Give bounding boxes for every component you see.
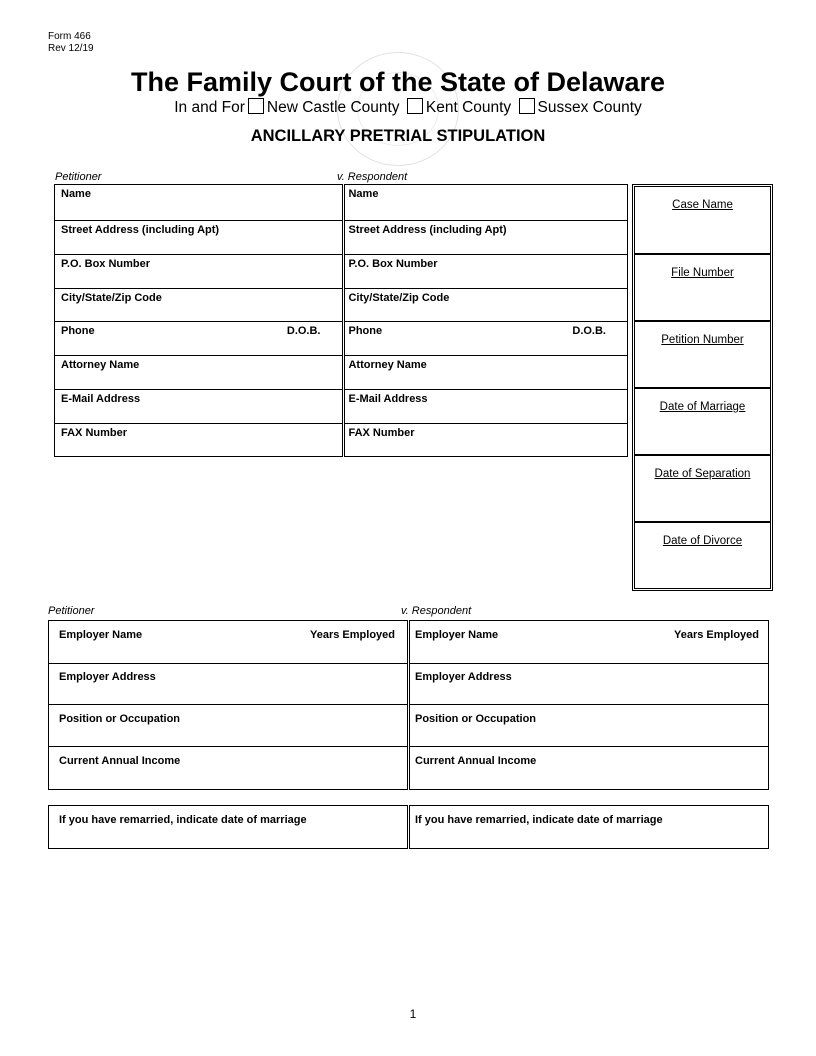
petitioner-position-label: Position or Occupation: [59, 713, 181, 725]
petition-number-field[interactable]: [634, 321, 771, 388]
petitioner-employer-name-field[interactable]: [49, 621, 407, 664]
county-selector: [0, 98, 816, 118]
petitioner-email-field[interactable]: [55, 390, 343, 424]
file-number-label: File Number: [671, 267, 734, 279]
file-number-field[interactable]: [634, 254, 771, 321]
respondent-years-employed-label: Years Employed: [674, 629, 759, 641]
form-number: Form 466: [48, 31, 91, 42]
date-of-divorce-label: Date of Divorce: [662, 535, 743, 547]
petitioner-position-field[interactable]: [49, 705, 407, 747]
respondent-po-box-label: P.O. Box Number: [348, 258, 438, 270]
petitioner-fax-field[interactable]: [55, 424, 343, 457]
petitioner-dob-label: D.O.B.: [286, 325, 321, 337]
petitioner-label: Petitioner: [55, 171, 102, 183]
date-of-divorce-field[interactable]: [634, 522, 771, 589]
petitioner-employment-box: [48, 620, 408, 790]
kent-checkbox[interactable]: [407, 98, 423, 114]
city-row: [55, 289, 628, 322]
date-of-separation-field[interactable]: [634, 455, 771, 522]
case-name-field[interactable]: [634, 186, 771, 254]
petitioner-employer-address-label: Employer Address: [59, 671, 156, 683]
date-of-marriage-label: Date of Marriage: [659, 401, 746, 413]
respondent-fax-field[interactable]: [345, 424, 628, 457]
respondent-email-label: E-Mail Address: [348, 393, 428, 405]
respondent-attorney-field[interactable]: [345, 356, 628, 390]
petitioner-income-label: Current Annual Income: [59, 755, 181, 767]
fax-row: [55, 424, 628, 457]
respondent-phone-field[interactable]: [345, 322, 628, 356]
court-title: The Family Court of the State of Delaware: [130, 67, 666, 97]
date-of-marriage-field[interactable]: [634, 388, 771, 455]
petitioner-street-field[interactable]: [55, 221, 343, 255]
respondent-remarriage-label: If you have remarried, indicate date of marriage: [415, 814, 663, 826]
respondent-po-box-field[interactable]: [345, 255, 628, 289]
new-castle-checkbox[interactable]: [248, 98, 264, 114]
petitioner-fax-label: FAX Number: [61, 427, 128, 439]
po-box-row: [55, 255, 628, 289]
petitioner-attorney-label: Attorney Name: [61, 359, 140, 371]
kent-label: Kent County: [425, 99, 512, 116]
respondent-city-field[interactable]: [345, 289, 628, 322]
respondent-attorney-label: Attorney Name: [348, 359, 427, 371]
date-of-separation-label: Date of Separation: [654, 468, 751, 480]
petitioner-phone-field[interactable]: [55, 322, 343, 356]
employment-respondent-label: v. Respondent: [401, 605, 472, 617]
petitioner-employer-address-field[interactable]: [49, 663, 407, 705]
petitioner-income-field[interactable]: [49, 747, 407, 789]
respondent-employer-name-label: Employer Name: [415, 629, 499, 641]
petitioner-name-field[interactable]: [55, 185, 343, 221]
case-info-panel: [632, 184, 773, 591]
in-and-for-label: In and For: [174, 99, 245, 116]
respondent-income-label: Current Annual Income: [415, 755, 537, 767]
respondent-income-field[interactable]: [410, 747, 768, 789]
respondent-employment-box: [409, 620, 769, 790]
party-info-table: [54, 184, 628, 457]
petitioner-po-box-field[interactable]: [55, 255, 343, 289]
petitioner-remarriage-field[interactable]: [48, 805, 408, 849]
petitioner-attorney-field[interactable]: [55, 356, 343, 390]
new-castle-label: New Castle County: [266, 99, 400, 116]
respondent-employer-address-field[interactable]: [410, 663, 768, 705]
respondent-street-field[interactable]: [345, 221, 628, 255]
employment-petitioner-label: Petitioner: [48, 605, 95, 617]
street-row: [55, 221, 628, 255]
sussex-checkbox[interactable]: [519, 98, 535, 114]
respondent-fax-label: FAX Number: [348, 427, 415, 439]
petitioner-po-box-label: P.O. Box Number: [61, 258, 151, 270]
petition-number-label: Petition Number: [661, 334, 744, 346]
respondent-name-label: Name: [348, 188, 379, 200]
respondent-name-field[interactable]: [345, 185, 628, 221]
respondent-position-label: Position or Occupation: [415, 713, 537, 725]
case-name-label: Case Name: [672, 199, 733, 211]
respondent-email-field[interactable]: [345, 390, 628, 424]
petitioner-phone-label: Phone: [61, 325, 95, 337]
respondent-label: v. Respondent: [337, 171, 408, 183]
respondent-position-field[interactable]: [410, 705, 768, 747]
petitioner-city-label: City/State/Zip Code: [61, 292, 162, 304]
petitioner-years-employed-label: Years Employed: [310, 629, 395, 641]
respondent-employer-name-field[interactable]: [410, 621, 768, 664]
petitioner-name-label: Name: [61, 188, 91, 200]
respondent-dob-label: D.O.B.: [572, 325, 606, 337]
form-revision: Rev 12/19: [48, 43, 94, 54]
email-row: [55, 390, 628, 424]
petitioner-street-label: Street Address (including Apt): [61, 224, 220, 236]
petitioner-city-field[interactable]: [55, 289, 343, 322]
page-number: 1: [409, 1007, 417, 1021]
petitioner-email-label: E-Mail Address: [61, 393, 141, 405]
form-number-block: [48, 31, 94, 55]
phone-row: [55, 322, 628, 356]
petitioner-remarriage-label: If you have remarried, indicate date of marriage: [59, 814, 307, 826]
form-subtitle: ANCILLARY PRETRIAL STIPULATION: [250, 127, 546, 145]
respondent-street-label: Street Address (including Apt): [348, 224, 507, 236]
petitioner-employer-name-label: Employer Name: [59, 629, 143, 641]
respondent-employer-address-label: Employer Address: [415, 671, 512, 683]
respondent-city-label: City/State/Zip Code: [348, 292, 450, 304]
respondent-remarriage-field[interactable]: [409, 805, 769, 849]
name-row: [55, 185, 628, 221]
sussex-label: Sussex County: [537, 99, 642, 116]
respondent-phone-label: Phone: [348, 325, 383, 337]
attorney-row: [55, 356, 628, 390]
